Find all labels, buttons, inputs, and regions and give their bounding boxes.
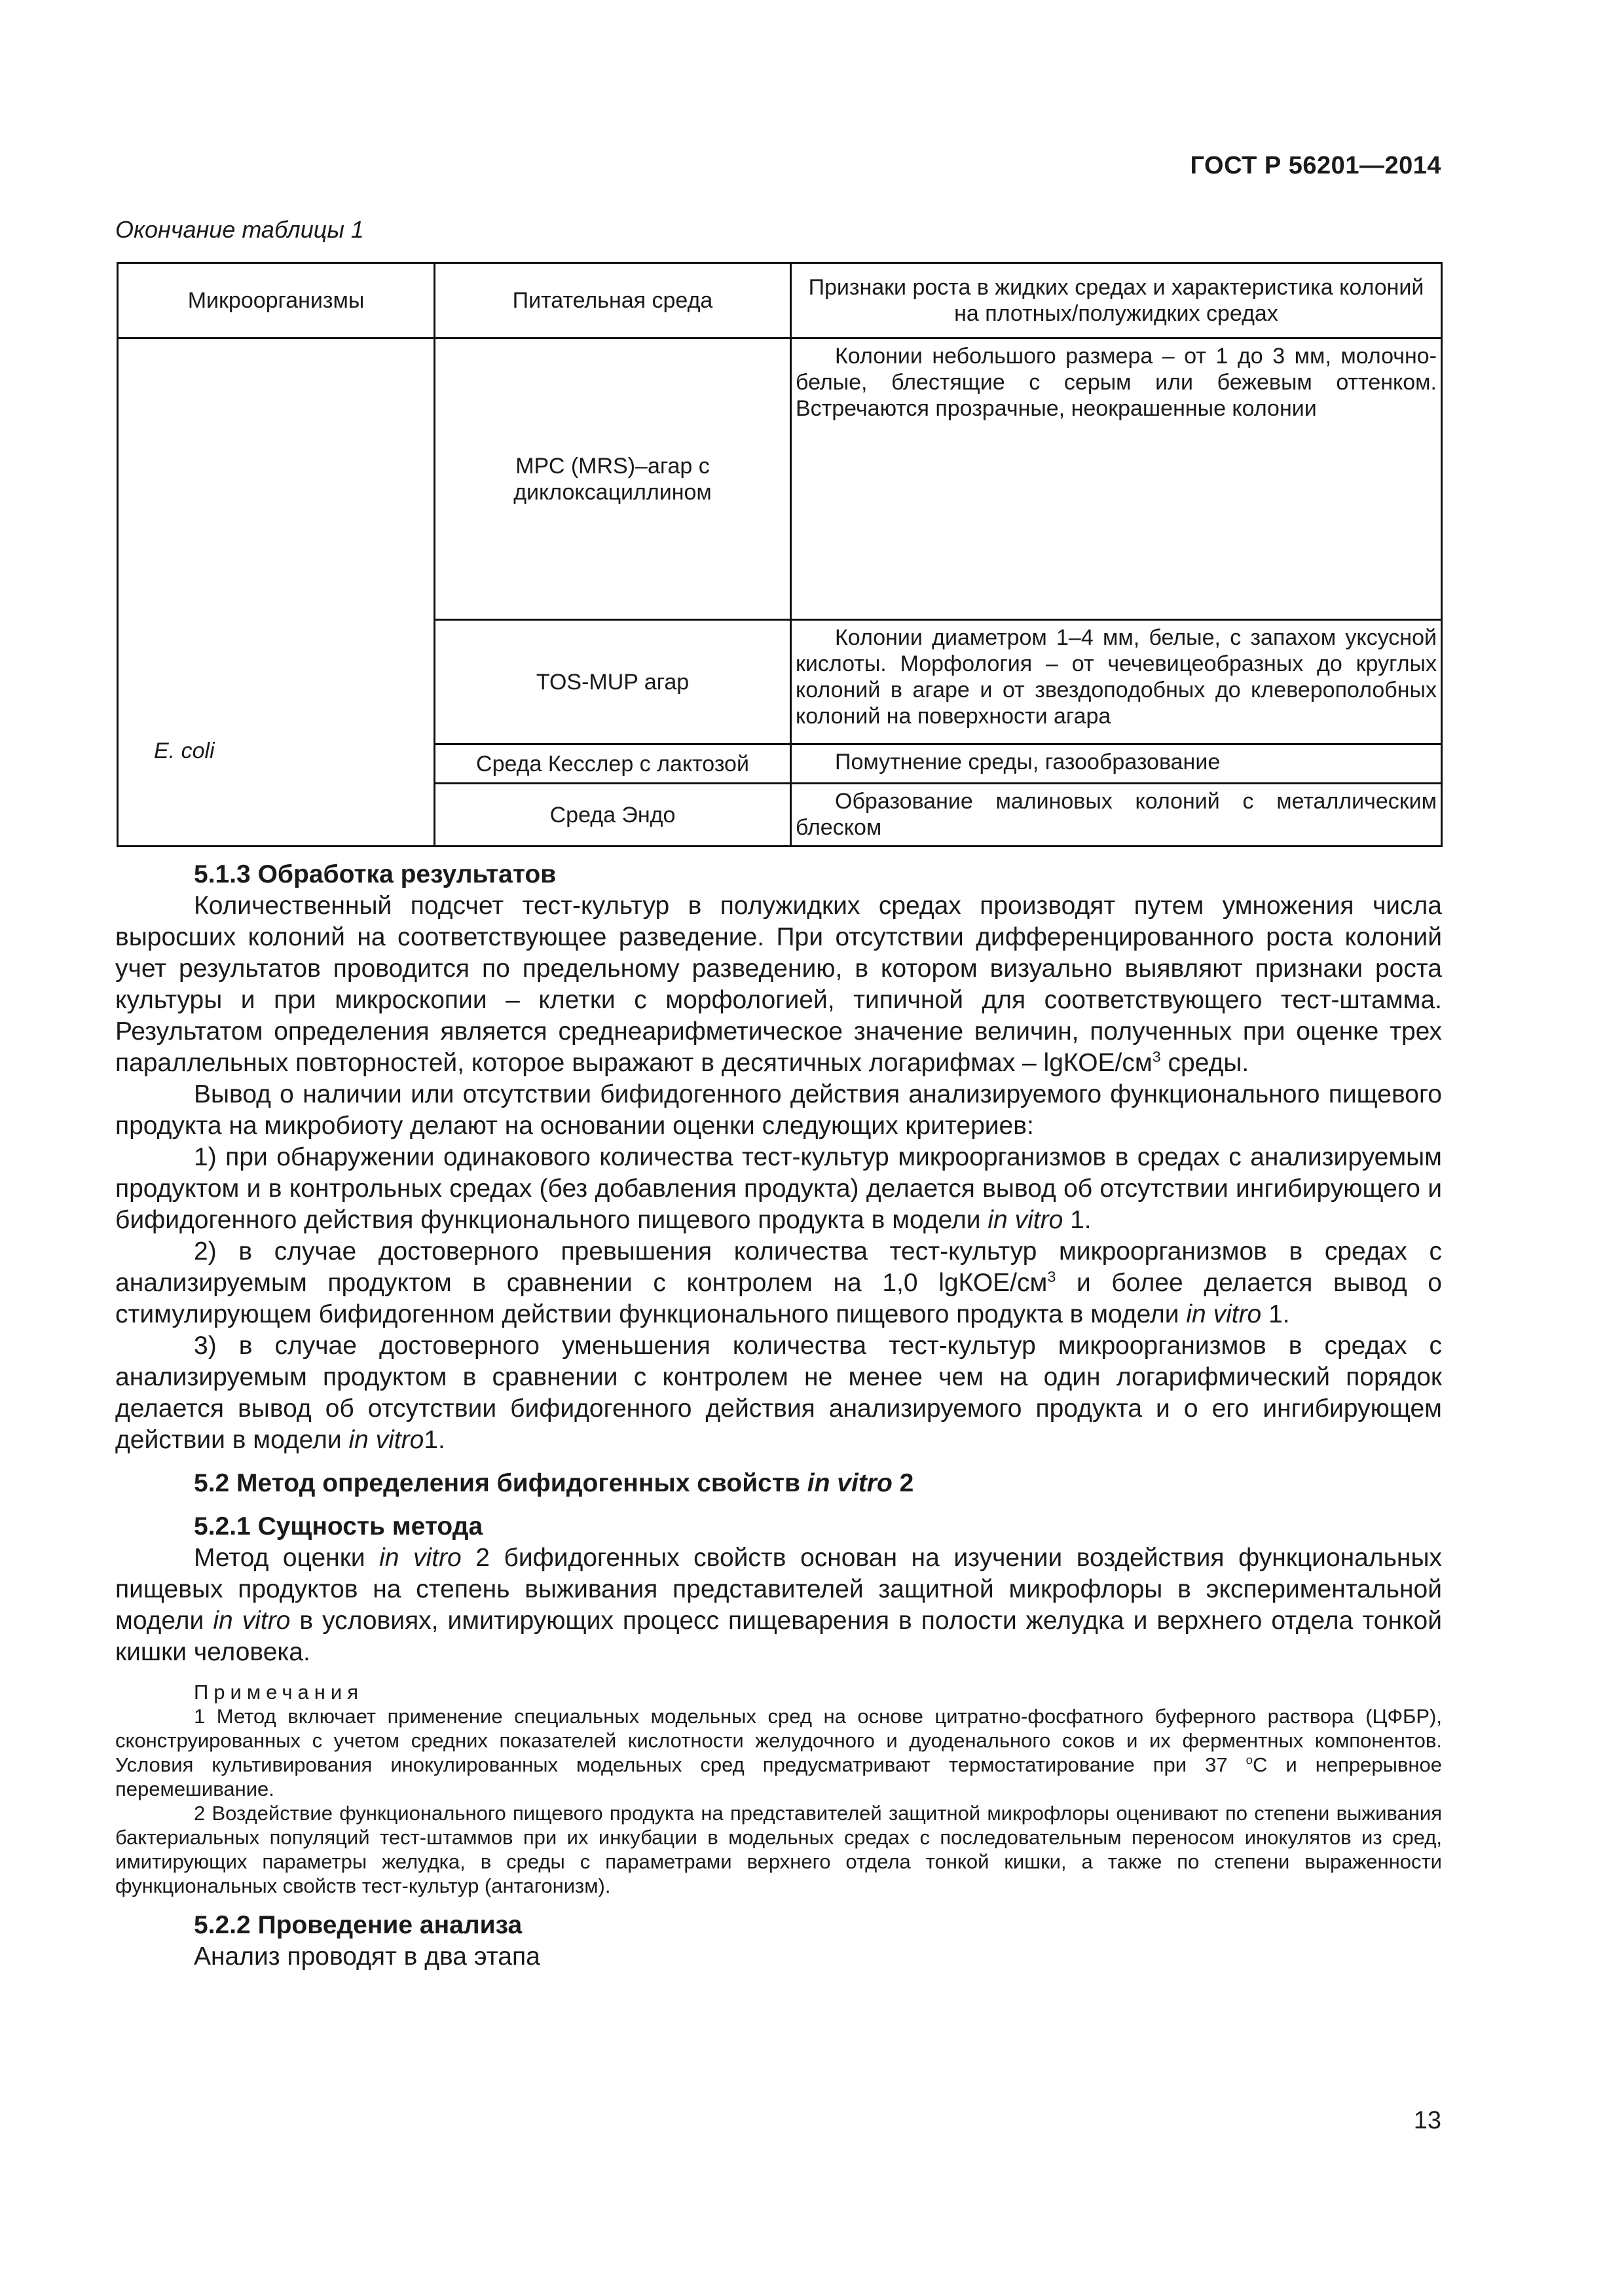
table-row xyxy=(118,338,1442,620)
notes-title: Примечания xyxy=(194,1681,363,1704)
section-heading-5-2-1: 5.2.1 Сущность метода xyxy=(194,1512,483,1540)
growth-cell: Помутнение среды, газообразование xyxy=(791,744,1442,784)
document-body xyxy=(115,859,1442,1973)
notes-block xyxy=(115,1680,1442,1898)
table-row xyxy=(118,744,1442,784)
paragraph: Количественный подсчет тест-культур в полужидких средах производят путем умножения числа выросших колоний на соответствующее разведение. При отсутствии дифференцированного роста колоний учет результатов проводится по предельному разведению, в котором визуально выявляют признаки роста культуры и при микроскопии – клетки с морфологией, типичной для соответствующего тест-штамма. Результатом определения является среднеарифметическое значение величин, полученных при оценке трех параллельных повторностей, которое выражают в десятичных логарифмах – lgКОЕ/$см^3$ среды. xyxy=(115,892,1442,1077)
table-continuation-title: Окончание таблицы 1 xyxy=(115,216,364,243)
section-heading-5-1-3: 5.1.3 Обработка результатов xyxy=(194,860,557,888)
organism-name: E. coli xyxy=(154,738,215,763)
organism-cell xyxy=(118,738,435,847)
medium-cell: МРС (MRS)–агар с диклоксациллином xyxy=(435,338,791,620)
page-number: 13 xyxy=(1413,2107,1441,2134)
col-header-microorganisms: Микроорганизмы xyxy=(118,263,435,338)
section-heading-5-2-2: 5.2.2 Проведение анализа xyxy=(194,1911,523,1939)
document-id: ГОСТ Р 56201—2014 xyxy=(1190,152,1441,179)
criterion-1: 1) при обнаружении одинакового количества тест-культур микроорганизмов в средах с анализируемым продуктом и в контрольных средах (без добавления продукта) делается вывод об отсутствии ингибирующего и бифидогенного действия функционального пищевого продукта в модели in vitro 1. xyxy=(115,1143,1442,1234)
organism-cell xyxy=(118,338,435,744)
growth-cell: Образование малиновых колоний с металлическим блеском xyxy=(791,784,1442,847)
medium-cell: TOS-MUP агар xyxy=(435,620,791,744)
paragraph: Вывод о наличии или отсутствии бифидогенного действия анализируемого функционального пищевого продукта на микробиоту делают на основании оценки следующих критериев: xyxy=(115,1080,1442,1140)
table-header-row xyxy=(118,263,1442,338)
col-header-medium: Питательная среда xyxy=(435,263,791,338)
criterion-3: 3) в случае достоверного уменьшения количества тест-культур микроорганизмов в средах с анализируемым продуктом в сравнении с контролем не менее чем на один логарифмический порядок делается вывод об отсутствии бифидогенного действия анализируемого продукта и о его ингибирующем действии в модели in vitro1. xyxy=(115,1332,1442,1454)
paragraph: Анализ проводят в два этапа xyxy=(194,1942,540,1971)
col-header-growth: Признаки роста в жидких средах и характеристика колоний на плотных/полужидких средах xyxy=(791,263,1442,338)
microorganism-table xyxy=(117,262,1443,847)
note-1: 1 Метод включает применение специальных модельных сред на основе цитратно-фосфатного буферного раствора (ЦФБР), сконструированных с учетом средних показателей кислотности желудочного и дуоденального соков и их ферментных компонентов. Условия культивирования инокулированных модельных сред предусматривают термостатирование при 37 $^о$С и непрерывное перемешивание. xyxy=(115,1705,1442,1800)
growth-cell: Колонии диаметром 1–4 мм, белые, с запахом уксусной кислоты. Морфология – от чечевицеобразных до круглых колоний в агаре и от звездоподобных до клеверополобных колоний на поверхности агара xyxy=(791,620,1442,744)
medium-cell: Среда Эндо xyxy=(435,784,791,847)
paragraph: Метод оценки in vitro 2 бифидогенных свойств основан на изучении воздействия функциональных пищевых продуктов на степень выживания представителей защитной микрофлоры в экспериментальной модели in vitro в условиях, имитирующих процесс пищеварения в полости желудка и верхнего отдела тонкой кишки человека. xyxy=(115,1544,1443,1666)
growth-cell: Колонии небольшого размера – от 1 до 3 мм, молочно-белые, блестящие с серым или бежевым оттенком. Встречаются прозрачные, неокрашенные колонии xyxy=(791,338,1442,620)
section-heading-5-2: 5.2 Метод определения бифидогенных свойств in vitro 2 xyxy=(194,1469,914,1497)
criterion-2: 2) в случае достоверного превышения количества тест-культур микроорганизмов в средах с анализируемым продуктом в сравнении с контролем на 1,0 lgКОЕ/$см^3$ и более делается вывод о стимулирующем бифидогенном действии функционального пищевого продукта в модели in vitro 1. xyxy=(115,1237,1442,1328)
medium-cell: Среда Кесслер с лактозой xyxy=(435,744,791,784)
note-2: 2 Воздействие функционального пищевого продукта на представителей защитной микрофлоры оценивают по степени выживания бактериальных популяций тест-штаммов при их инкубации в модельных средах с последовательным переносом инокулятов из сред, имитирующих параметры желудка, в среды с параметрами верхнего отдела тонкой кишки, а также по степени выраженности функциональных свойств тест-культур (антагонизм). xyxy=(115,1802,1442,1897)
